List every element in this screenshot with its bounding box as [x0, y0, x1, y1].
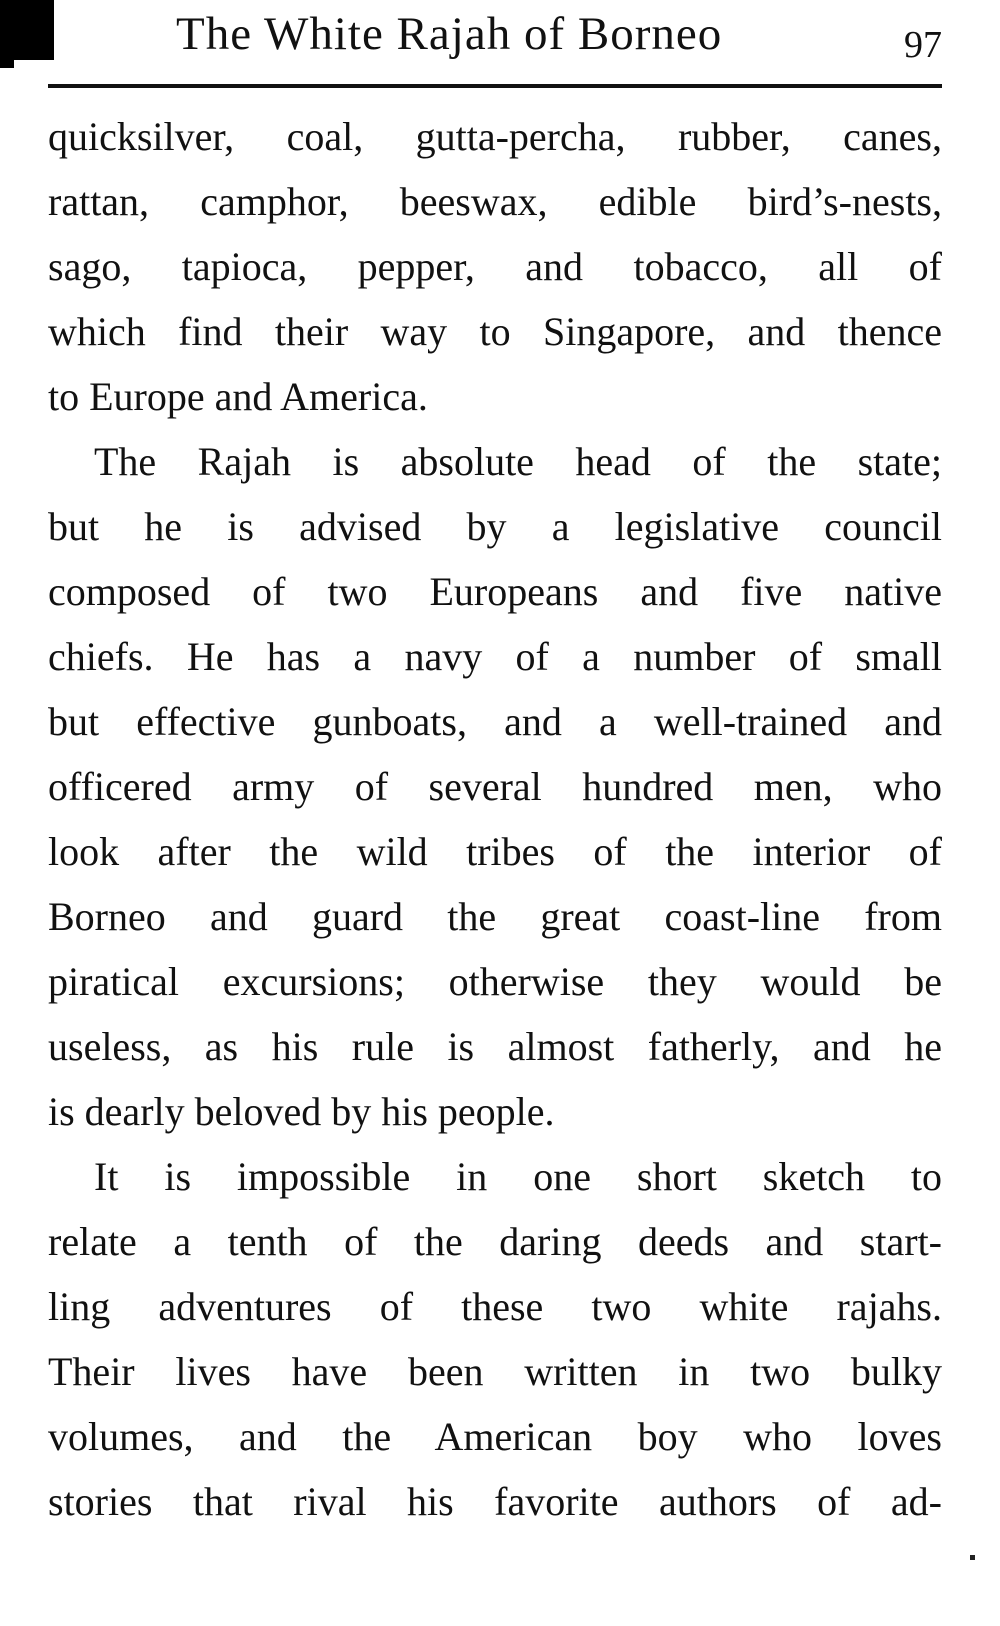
text-line: is dearly beloved by his people.: [48, 1089, 555, 1134]
text-line: but effective gunboats, and a well-trained and: [48, 699, 942, 744]
running-title: The White Rajah of Borneo: [176, 8, 723, 60]
text-line: rattan, camphor, beeswax, edible bird’s-nests,: [48, 179, 942, 224]
text-line: composed of two Europeans and five native: [48, 569, 942, 614]
text-line: It is impossible in one short sketch to: [94, 1154, 942, 1199]
text-line: which find their way to Singapore, and thence: [48, 309, 942, 354]
header-rule: [48, 84, 942, 88]
text-line: stories that rival his favorite authors of ad-: [48, 1479, 942, 1524]
paragraph: [48, 104, 942, 429]
page-number: 97: [904, 24, 942, 66]
paragraph: [48, 1144, 942, 1534]
page-header: [48, 0, 942, 84]
scan-speck: [970, 1555, 975, 1560]
text-line: but he is advised by a legislative council: [48, 504, 942, 549]
text-line: volumes, and the American boy who loves: [48, 1414, 942, 1459]
paragraph: [48, 429, 942, 1144]
text-line: ling adventures of these two white rajahs.: [48, 1284, 942, 1329]
body-text: [48, 104, 942, 1534]
text-line: look after the wild tribes of the interior of: [48, 829, 942, 874]
text-line: chiefs. He has a navy of a number of small: [48, 634, 942, 679]
text-line: relate a tenth of the daring deeds and start-: [48, 1219, 942, 1264]
text-line: officered army of several hundred men, who: [48, 764, 942, 809]
text-line: to Europe and America.: [48, 374, 428, 419]
scan-corner-mark: [0, 0, 54, 60]
text-line: The Rajah is absolute head of the state;: [94, 439, 942, 484]
text-line: quicksilver, coal, gutta-percha, rubber, canes,: [48, 114, 942, 159]
text-line: piratical excursions; otherwise they would be: [48, 959, 942, 1004]
text-line: sago, tapioca, pepper, and tobacco, all of: [48, 244, 942, 289]
text-line: Their lives have been written in two bulky: [48, 1349, 942, 1394]
text-line: useless, as his rule is almost fatherly, and he: [48, 1024, 942, 1069]
text-line: Borneo and guard the great coast-line from: [48, 894, 942, 939]
